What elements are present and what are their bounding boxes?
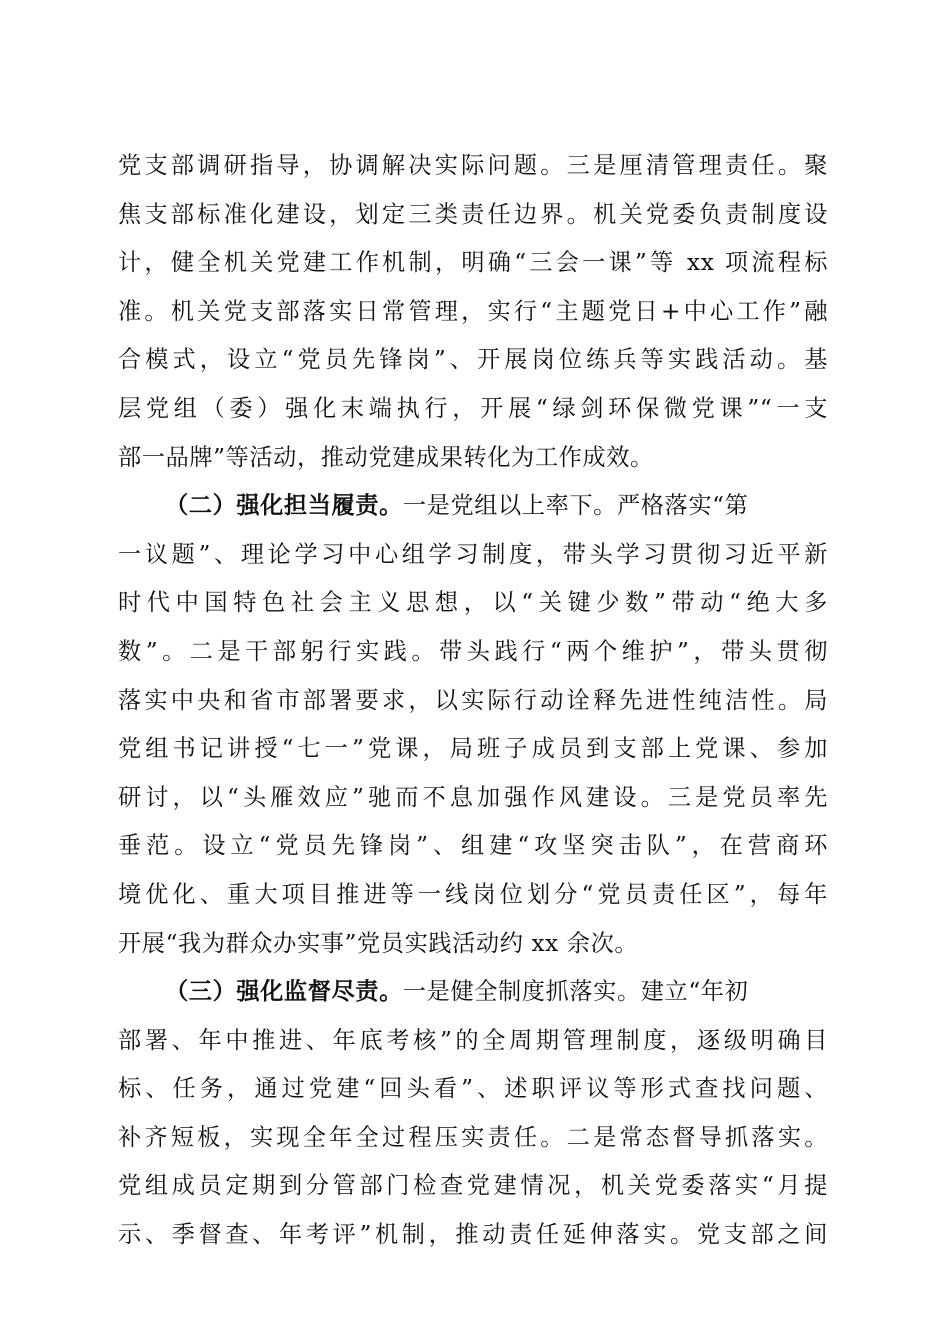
section-heading-3: （三）强化监督尽责。 <box>165 978 403 1006</box>
paragraph-2-line-8: 垂范。设立“党员先锋岗”、组建“攻坚突击队”，在营商环 <box>118 832 828 860</box>
paragraph-3-line-4: 补齐短板，实现全年全过程压实责任。二是常态督导抓落实。 <box>118 1123 828 1151</box>
paragraph-2-line-4: 数”。二是干部躬行实践。带头践行“两个维护”，带头贯彻 <box>118 637 828 665</box>
paragraph-1-line-1: 党支部调研指导，协调解决实际问题。三是厘清管理责任。聚 <box>118 152 828 179</box>
section-heading-2: （二）强化担当履责。 <box>165 492 403 520</box>
paragraph-2-first-line-text: 一是党组以上率下。严格落实“第 <box>402 492 749 520</box>
paragraph-1-line-3: 计，健全机关党建工作机制，明确“三会一课”等 xx 项流程标 <box>118 249 828 277</box>
paragraph-2-first-line <box>118 482 828 531</box>
paragraph-1-line-4: 准。机关党支部落实日常管理，实行“主题党日+中心工作”融 <box>118 297 828 325</box>
document-body <box>118 142 828 1260</box>
paragraph-3-line-5: 党组成员定期到分管部门检查党建情况，机关党委落实“月提 <box>118 1172 828 1200</box>
paragraph-3-first-line-text: 一是健全制度抓落实。建立“年初 <box>402 978 749 1006</box>
paragraph-2-line-9: 境优化、重大项目推进等一线岗位划分“党员责任区”，每年 <box>118 880 828 908</box>
paragraph-2-line-5: 落实中央和省市部署要求，以实际行动诠释先进性纯洁性。局 <box>118 686 828 714</box>
paragraph-3-first-line <box>118 968 828 1017</box>
paragraph-2-line-6: 党组书记讲授“七一”党课，局班子成员到支部上党课、参加 <box>118 735 828 763</box>
paragraph-2-line-7: 研讨，以“头雁效应”驰而不息加强作风建设。三是党员率先 <box>118 783 828 811</box>
paragraph-3-line-3: 标、任务，通过党建“回头看”、述职评议等形式查找问题、 <box>118 1075 828 1103</box>
paragraph-2-line-10: 开展“我为群众办实事”党员实践活动约 xx 余次。 <box>118 929 639 957</box>
paragraph-1-line-6: 层党组（委）强化末端执行，开展“绿剑环保微党课”“一支 <box>118 394 828 422</box>
paragraph-1-line-5: 合模式，设立“党员先锋岗”、开展岗位练兵等实践活动。基 <box>118 346 828 374</box>
paragraph-1-line-7: 部一品牌”等活动，推动党建成果转化为工作成效。 <box>118 443 654 471</box>
paragraph-1-line-2: 焦支部标准化建设，划定三类责任边界。机关党委负责制度设 <box>118 200 828 228</box>
paragraph-2-line-2: 一议题”、理论学习中心组学习制度，带头学习贯彻习近平新 <box>118 540 828 568</box>
paragraph-3-line-6: 示、季督查、年考评”机制，推动责任延伸落实。党支部之间 <box>118 1221 828 1249</box>
paragraph-2-line-3: 时代中国特色社会主义思想，以“关键少数”带动“绝大多 <box>118 589 828 617</box>
paragraph-3-line-2: 部署、年中推进、年底考核”的全周期管理制度，逐级明确目 <box>118 1026 828 1054</box>
